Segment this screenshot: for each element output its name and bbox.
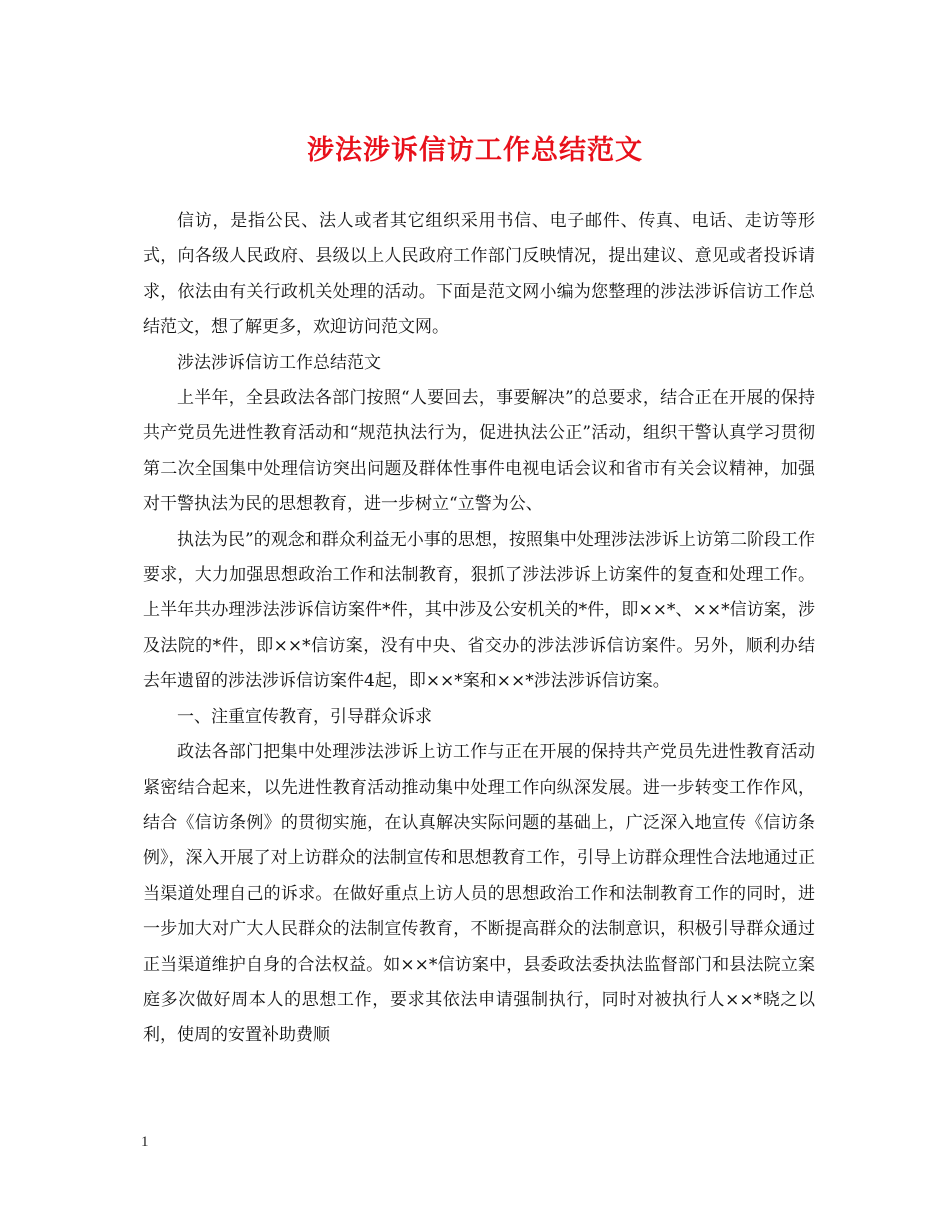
document-body	[143, 204, 815, 1054]
document-title: 涉法涉诉信访工作总结范文	[307, 135, 643, 166]
page-number: 1	[141, 1134, 149, 1150]
paragraph-intro: 信访，是指公民、法人或者其它组织采用书信、电子邮件、传真、电话、走访等形式，向各级人民政府、县级以上人民政府工作部门反映情况，提出建议、意见或者投诉请求，依法由有关行政机关处理的活动。下面是范文网小编为您整理的涉法涉诉信访工作总结范文，想了解更多，欢迎访问范文网。	[143, 211, 815, 338]
paragraph-section-1: 政法各部门把集中处理涉法涉诉上访工作与正在开展的保持共产党员先进性教育活动紧密结合起来，以先进性教育活动推动集中处理工作向纵深发展。进一步转变工作作风，结合《信访条例》的贯彻实施，在认真解决实际问题的基础上，广泛深入地宣传《信访条例》，深入开展了对上访群众的法制宣传和思想教育工作，引导上访群众理性合法地通过正当渠道处理自己的诉求。在做好重点上访人员的思想政治工作和法制教育工作的同时，进一步加大对广大人民群众的法制宣传教育，不断提高群众的法制意识，积极引导群众通过正当渠道维护自身的合法权益。如××*信访案中，县委政法委执法监督部门和县法院立案庭多次做好周本人的思想工作，要求其依法申请强制执行，同时对被执行人××*晓之以利，使周的安置补助费顺	[143, 742, 815, 1046]
paragraph-subtitle: 涉法涉诉信访工作总结范文	[177, 352, 381, 373]
section-heading-1: 一、注重宣传教育，引导群众诉求	[177, 706, 432, 727]
paragraph-summary-part1: 上半年，全县政法各部门按照“人要回去，事要解决”的总要求，结合正在开展的保持共产党员先进性教育活动和“规范执法行为，促进执法公正”活动，组织干警认真学习贯彻第二次全国集中处理信访突出问题及群体性事件电视电话会议和省市有关会议精神，加强对干警执法为民的思想教育，进一步树立“立警为公、	[143, 388, 815, 515]
paragraph-summary-part2: 执法为民”的观念和群众利益无小事的思想，按照集中处理涉法涉诉上访第二阶段工作要求，大力加强思想政治工作和法制教育，狠抓了涉法涉诉上访案件的复查和处理工作。上半年共办理涉法涉诉信访案件*件，其中涉及公安机关的*件，即××*、××*信访案，涉及法院的*件，即××*信访案，没有中央、省交办的涉法涉诉信访案件。另外，顺利办结去年遗留的涉法涉诉信访案件4起，即××*案和××*涉法涉诉信访案。	[143, 529, 815, 692]
